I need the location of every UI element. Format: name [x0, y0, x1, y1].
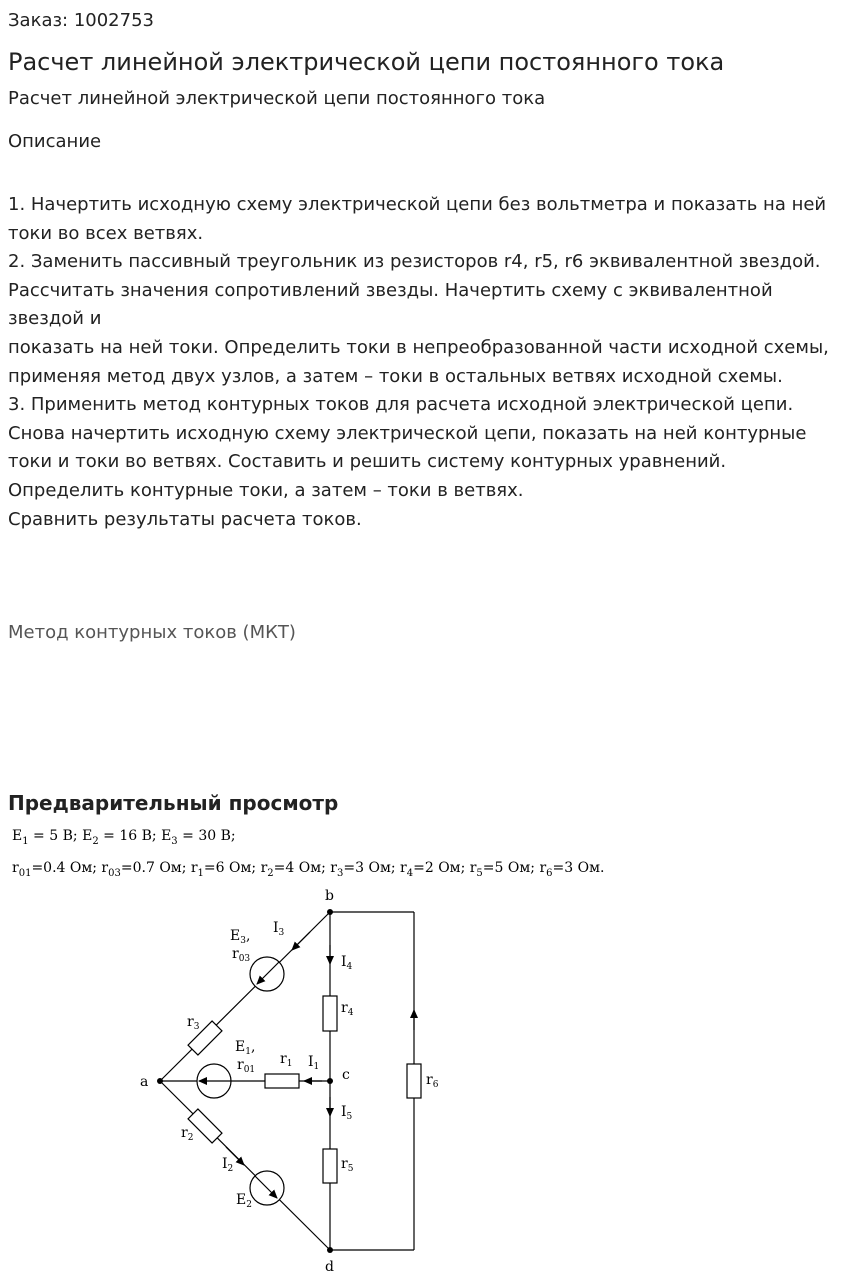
label-i1: $I_1$ — [308, 1054, 320, 1072]
label-r1: $r_1$ — [280, 1051, 293, 1069]
label-e3: $E_3$, — [230, 928, 251, 946]
resistance-values: $r_{01}=0.4$ Ом; $r_{03}=0.7$ Ом; $r_1=6$ Ом; $r_2=4$ Ом; $r_3=3$ Ом; $r_4=2$ Ом; $r_5=5$ Ом; $r_6=3$ Ом. — [12, 859, 605, 879]
label-r03: $r_{03}$ — [232, 946, 251, 964]
node-c-label: c — [342, 1067, 350, 1083]
label-e1: $E_1$, — [235, 1039, 256, 1057]
node-a-label: a — [140, 1074, 149, 1090]
label-i2: $I_2$ — [222, 1156, 234, 1174]
preview-title: Предварительный просмотр — [8, 791, 339, 815]
order-number: Заказ: 1002753 — [8, 10, 154, 31]
node-d-label: d — [325, 1259, 334, 1275]
resistor-r1 — [265, 1074, 299, 1088]
label-r2: $r_2$ — [181, 1125, 194, 1143]
label-r6: $r_6$ — [426, 1072, 439, 1090]
label-i3: $I_3$ — [273, 920, 285, 938]
label-i5: $I_5$ — [341, 1104, 353, 1122]
resistor-r5 — [323, 1149, 337, 1183]
node-d — [327, 1247, 333, 1253]
label-r3: $r_3$ — [187, 1014, 200, 1032]
description-label: Описание — [8, 131, 102, 152]
description-line: 3. Применить метод контурных токов для расчета исходной электрической цепи. Снова начертить исходную схему электрической цепи, показать на ней контурные токи и токи во ветвях. Составить и решить систему контурных уравнений. Определить контурные токи, а затем – токи в ветвях. — [8, 394, 813, 501]
node-a — [157, 1078, 163, 1084]
page-subtitle: Расчет линейной электрической цепи постоянного тока — [8, 88, 546, 109]
wire — [160, 1081, 330, 1250]
node-c — [327, 1078, 333, 1084]
resistor-r4 — [323, 996, 337, 1031]
current-i3-arrow — [292, 932, 310, 950]
label-e2: $E_2$ — [236, 1192, 252, 1210]
resistor-r6 — [407, 1064, 421, 1098]
label-r4: $r_4$ — [341, 1000, 354, 1018]
current-i2-arrow — [226, 1147, 244, 1165]
label-r01: $r_{01}$ — [237, 1057, 256, 1075]
method-name: Метод контурных токов (МКТ) — [8, 622, 296, 643]
emf-values: $E_1 = 5$ В; $E_2 = 16$ В; $E_3 = 30$ В; — [12, 828, 236, 847]
description-line: 1. Начертить исходную схему электрической цепи без вольтметра и показать на ней токи во всех ветвях. — [8, 194, 832, 244]
description-line: 2. Заменить пассивный треугольник из резисторов r4, r5, r6 эквивалентной звездой. Рассчитать значения сопротивлений звезды. Начертить схему с эквивалентной звездой и — [8, 251, 827, 330]
description-line: показать на ней токи. Определить токи в непреобразованной части исходной схемы, применяя метод двух узлов, а затем – токи в остальных ветвях исходной схемы. — [8, 336, 835, 387]
label-i4: $I_4$ — [341, 954, 353, 972]
page-title: Расчет линейной электрической цепи постоянного тока — [8, 48, 725, 76]
description-line: Сравнить результаты расчета токов. — [8, 508, 362, 530]
label-r5: $r_5$ — [341, 1156, 354, 1174]
node-b-label: b — [325, 888, 334, 904]
node-b — [327, 909, 333, 915]
